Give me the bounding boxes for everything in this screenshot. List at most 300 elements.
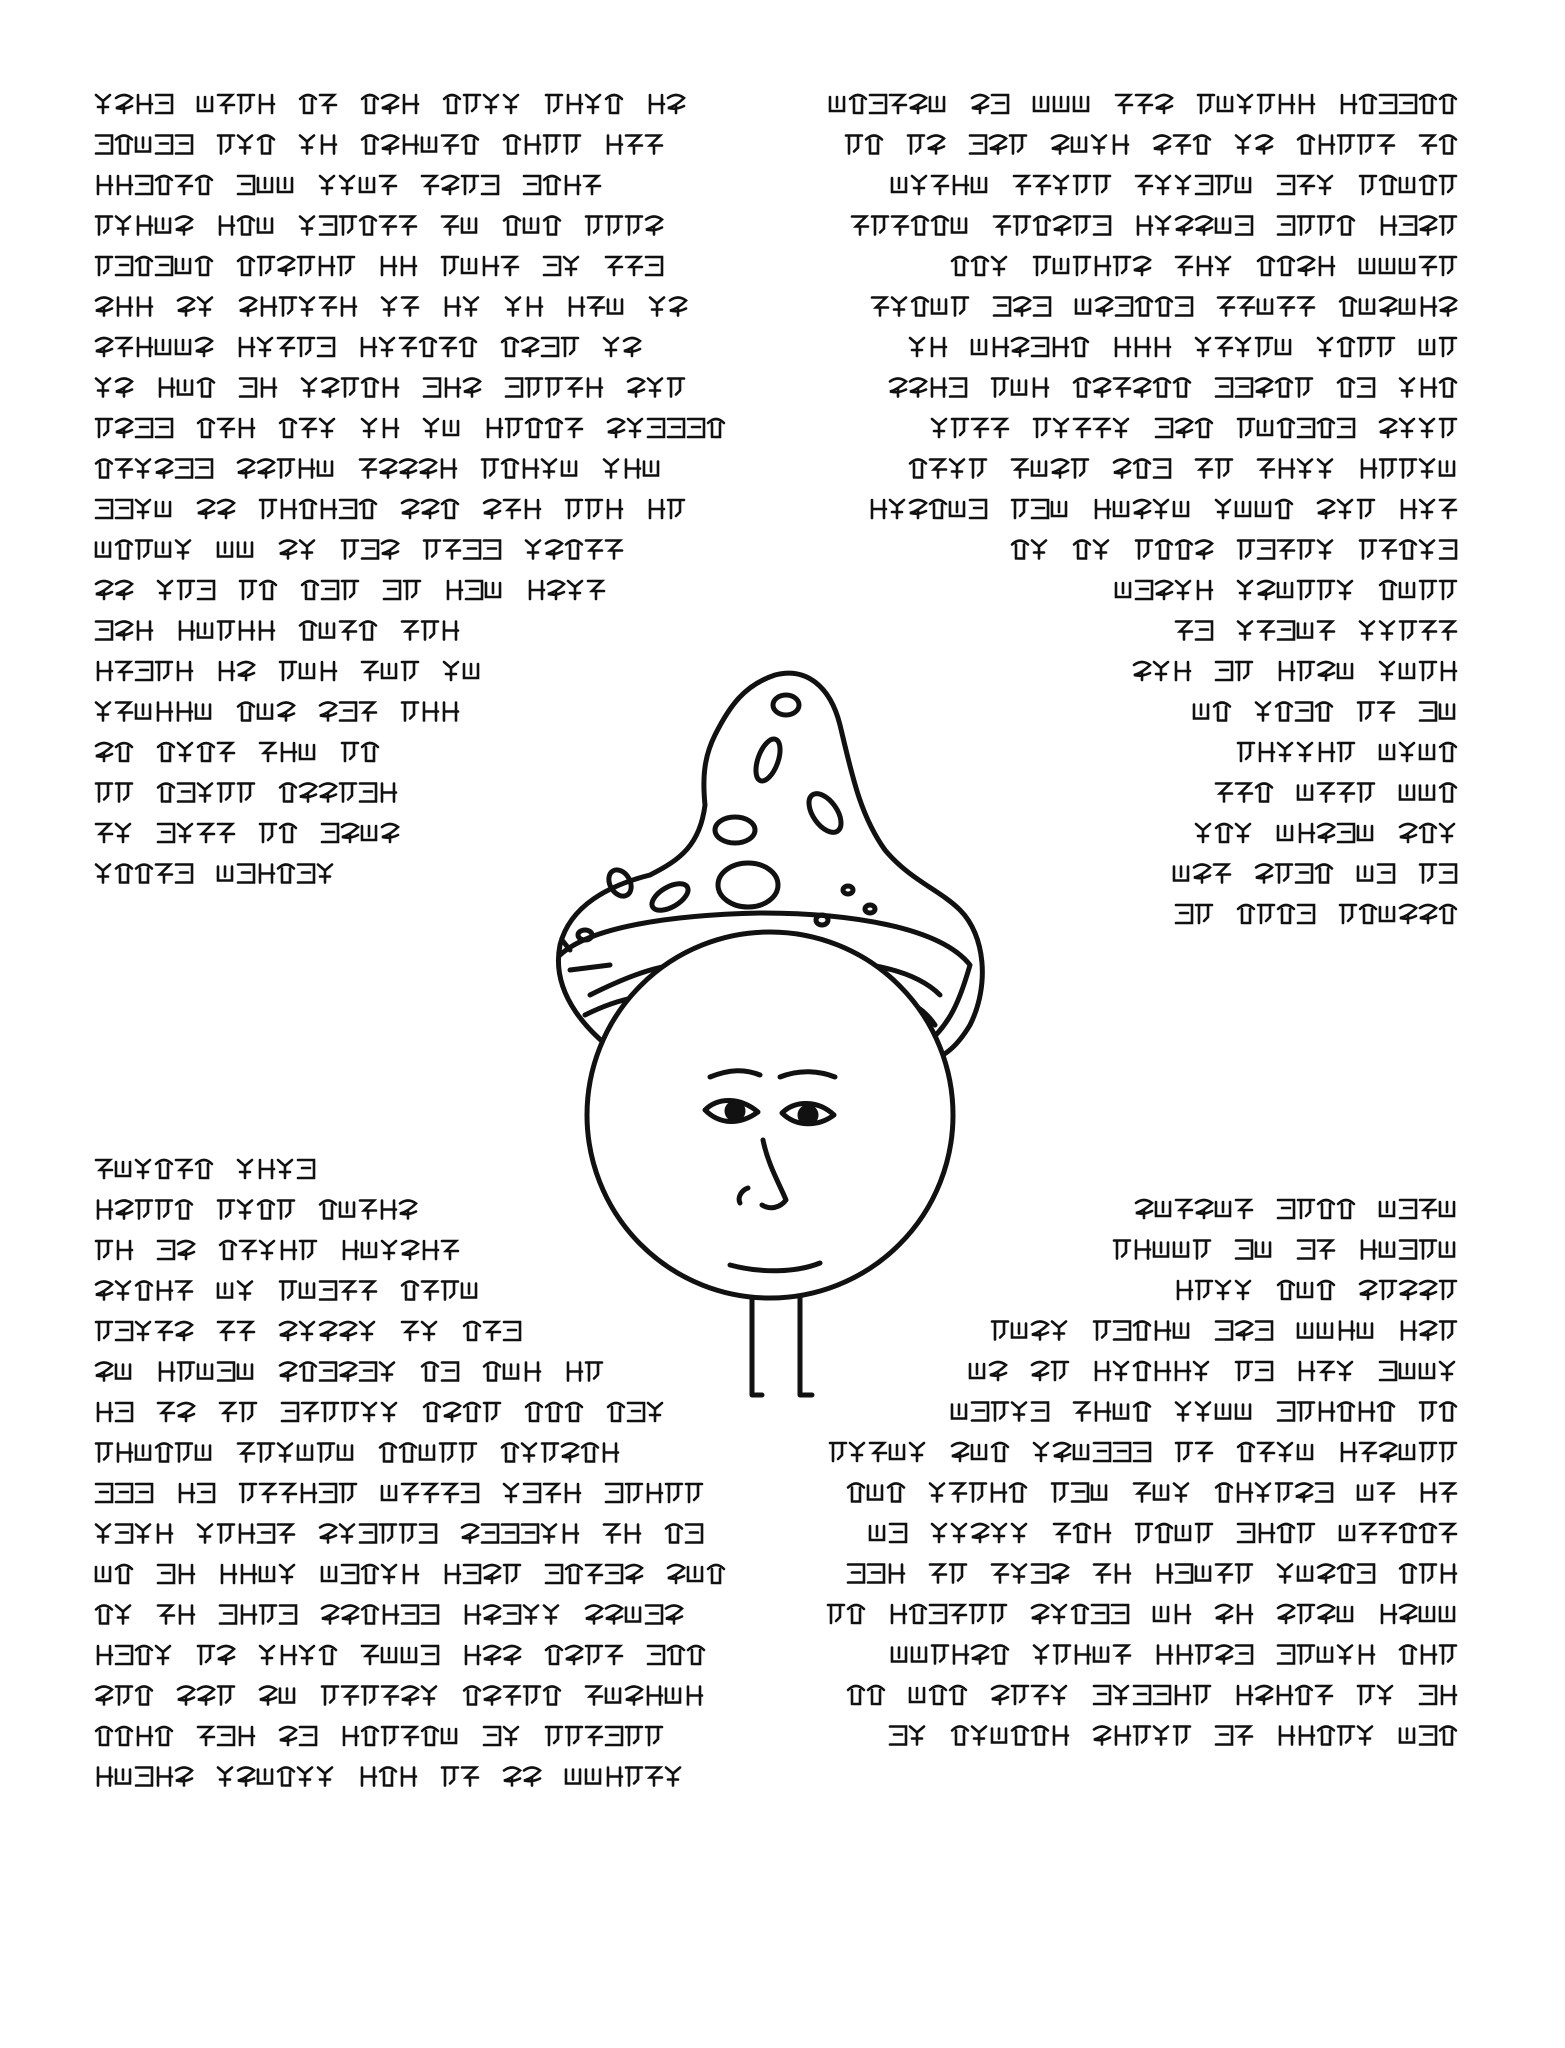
script-glyph bbox=[1156, 298, 1172, 316]
script-glyph bbox=[240, 1727, 254, 1745]
script-glyph bbox=[116, 1770, 130, 1784]
script-glyph bbox=[606, 1727, 622, 1745]
script-glyph bbox=[1298, 1324, 1312, 1338]
script-glyph bbox=[136, 1484, 152, 1502]
script-glyph bbox=[1422, 1484, 1436, 1502]
script-glyph bbox=[606, 1606, 622, 1624]
script-glyph bbox=[196, 460, 212, 478]
script-glyph bbox=[952, 219, 966, 233]
script-glyph bbox=[320, 95, 336, 113]
script-glyph bbox=[1318, 581, 1334, 599]
script-glyph bbox=[218, 1322, 234, 1340]
script-glyph bbox=[970, 1484, 986, 1502]
script-glyph bbox=[910, 1727, 924, 1745]
script-glyph bbox=[422, 1727, 438, 1745]
script-glyph bbox=[1440, 865, 1456, 883]
script-glyph bbox=[972, 1403, 988, 1421]
script-glyph bbox=[848, 1484, 864, 1502]
script-glyph bbox=[1338, 664, 1352, 678]
script-glyph bbox=[1318, 1565, 1334, 1583]
script-glyph bbox=[96, 703, 110, 721]
script-glyph bbox=[626, 1727, 642, 1745]
script-glyph bbox=[258, 460, 274, 478]
script-glyph bbox=[98, 662, 112, 680]
script-glyph bbox=[218, 543, 232, 557]
script-glyph bbox=[1380, 1443, 1396, 1461]
script-glyph bbox=[400, 217, 416, 235]
script-glyph bbox=[1358, 1565, 1374, 1583]
script-glyph bbox=[1440, 1362, 1454, 1380]
script-glyph bbox=[972, 1727, 986, 1745]
script-glyph bbox=[524, 460, 538, 478]
script-glyph bbox=[98, 1403, 112, 1421]
script-glyph bbox=[1076, 300, 1090, 314]
script-glyph bbox=[1380, 907, 1394, 921]
script-glyph bbox=[1318, 1605, 1334, 1623]
script-glyph bbox=[116, 865, 132, 883]
script-glyph bbox=[870, 1443, 886, 1461]
cap-spot bbox=[843, 886, 853, 894]
script-glyph bbox=[910, 1443, 924, 1461]
script-glyph bbox=[136, 705, 150, 719]
script-glyph bbox=[566, 1403, 582, 1421]
script-glyph bbox=[1380, 745, 1394, 759]
script-glyph bbox=[1176, 541, 1192, 559]
script-glyph bbox=[992, 1484, 1006, 1502]
script-glyph bbox=[1338, 136, 1354, 154]
script-glyph bbox=[318, 338, 334, 356]
script-glyph bbox=[258, 136, 274, 154]
script-glyph bbox=[138, 298, 152, 316]
script-glyph bbox=[462, 1484, 478, 1502]
script-glyph bbox=[302, 379, 316, 397]
script-glyph bbox=[280, 1484, 296, 1502]
script-glyph bbox=[160, 1363, 174, 1381]
script-glyph bbox=[136, 500, 150, 518]
script-glyph bbox=[604, 460, 618, 478]
script-glyph bbox=[586, 1687, 602, 1705]
script-glyph bbox=[526, 379, 542, 397]
script-glyph bbox=[260, 1687, 276, 1705]
script-glyph bbox=[668, 500, 684, 518]
script-glyph bbox=[1440, 1524, 1456, 1542]
script-glyph bbox=[318, 1768, 332, 1786]
script-glyph bbox=[1442, 662, 1456, 680]
script-glyph bbox=[1362, 1241, 1376, 1259]
script-glyph bbox=[586, 1565, 602, 1583]
script-glyph bbox=[1358, 1324, 1372, 1338]
script-glyph bbox=[912, 1648, 926, 1662]
script-glyph bbox=[422, 1484, 438, 1502]
script-glyph bbox=[1298, 460, 1312, 478]
script-glyph bbox=[666, 1689, 680, 1703]
script-glyph bbox=[1380, 259, 1394, 273]
script-glyph bbox=[462, 176, 478, 194]
script-glyph bbox=[1096, 257, 1110, 275]
script-glyph bbox=[362, 1646, 378, 1664]
script-glyph bbox=[522, 1525, 538, 1543]
script-glyph bbox=[380, 1768, 396, 1786]
script-glyph bbox=[1400, 824, 1416, 842]
script-glyph bbox=[544, 1687, 560, 1705]
script-glyph bbox=[1298, 1283, 1312, 1297]
script-glyph bbox=[320, 624, 334, 638]
script-glyph bbox=[504, 1484, 518, 1502]
script-glyph bbox=[892, 1648, 906, 1662]
script-glyph bbox=[218, 1727, 234, 1745]
script-glyph bbox=[526, 419, 542, 437]
script-glyph bbox=[1440, 1443, 1456, 1461]
script-glyph bbox=[586, 217, 602, 235]
script-glyph bbox=[116, 1565, 132, 1583]
script-glyph bbox=[1440, 217, 1456, 235]
script-glyph bbox=[1214, 703, 1230, 721]
script-glyph bbox=[96, 1567, 110, 1581]
script-glyph bbox=[278, 338, 294, 356]
script-glyph bbox=[872, 298, 888, 316]
script-glyph bbox=[1298, 257, 1314, 275]
script-glyph bbox=[300, 622, 316, 640]
script-glyph bbox=[1278, 1686, 1292, 1704]
script-glyph bbox=[158, 743, 174, 761]
script-glyph bbox=[1378, 1686, 1392, 1704]
script-glyph bbox=[1338, 784, 1354, 802]
script-glyph bbox=[1316, 703, 1332, 721]
script-glyph bbox=[238, 1768, 254, 1786]
script-glyph bbox=[362, 1727, 378, 1745]
script-glyph bbox=[360, 460, 376, 478]
script-glyph bbox=[870, 1526, 884, 1540]
script-glyph bbox=[360, 622, 376, 640]
script-glyph bbox=[608, 1768, 622, 1786]
script-glyph bbox=[282, 500, 296, 518]
script-glyph bbox=[322, 662, 336, 680]
script-glyph bbox=[384, 419, 398, 437]
script-glyph bbox=[444, 421, 458, 435]
script-glyph bbox=[300, 745, 314, 759]
script-glyph bbox=[1276, 1484, 1292, 1502]
script-glyph bbox=[1238, 298, 1254, 316]
script-glyph bbox=[1380, 662, 1394, 680]
script-glyph bbox=[282, 743, 296, 761]
script-glyph bbox=[586, 1646, 602, 1664]
script-glyph bbox=[484, 1646, 500, 1664]
script-glyph bbox=[116, 1687, 132, 1705]
script-glyph bbox=[1176, 1526, 1190, 1540]
script-glyph bbox=[1358, 338, 1374, 356]
script-glyph bbox=[868, 1565, 884, 1583]
script-glyph bbox=[1298, 136, 1314, 154]
script-glyph bbox=[1258, 421, 1272, 435]
script-glyph bbox=[484, 1363, 500, 1381]
script-glyph bbox=[440, 338, 456, 356]
script-glyph bbox=[526, 136, 540, 154]
script-glyph bbox=[1012, 541, 1028, 559]
script-glyph bbox=[1034, 176, 1050, 194]
script-glyph bbox=[1358, 784, 1374, 802]
script-glyph bbox=[650, 95, 664, 113]
script-glyph bbox=[950, 1605, 966, 1623]
script-glyph bbox=[488, 419, 502, 437]
script-glyph bbox=[1176, 419, 1192, 437]
script-glyph bbox=[156, 460, 172, 478]
script-glyph bbox=[626, 1484, 642, 1502]
script-glyph bbox=[484, 1727, 500, 1745]
script-glyph bbox=[384, 379, 398, 397]
script-glyph bbox=[138, 338, 152, 356]
script-glyph bbox=[400, 1201, 416, 1219]
script-glyph bbox=[402, 1687, 418, 1705]
script-glyph bbox=[1420, 541, 1434, 559]
script-glyph bbox=[424, 541, 440, 559]
mushroom-character-illustration bbox=[530, 665, 1000, 1405]
script-glyph bbox=[260, 1484, 276, 1502]
script-glyph bbox=[546, 379, 562, 397]
script-glyph bbox=[1378, 703, 1394, 721]
script-glyph bbox=[1256, 1686, 1272, 1704]
script-glyph bbox=[1420, 136, 1436, 154]
script-glyph bbox=[1158, 1565, 1172, 1583]
script-glyph bbox=[1340, 298, 1356, 316]
script-glyph bbox=[1420, 581, 1436, 599]
script-glyph bbox=[342, 581, 358, 599]
script-glyph bbox=[342, 298, 356, 316]
script-glyph bbox=[1154, 1607, 1168, 1621]
script-glyph bbox=[954, 1646, 968, 1664]
script-glyph bbox=[1094, 541, 1108, 559]
script-glyph bbox=[260, 1241, 274, 1259]
script-glyph bbox=[1440, 1281, 1456, 1299]
script-glyph bbox=[238, 136, 252, 154]
script-glyph bbox=[198, 1646, 214, 1664]
script-glyph bbox=[502, 1525, 518, 1543]
script-glyph bbox=[1256, 784, 1272, 802]
script-glyph bbox=[688, 1567, 702, 1581]
script-glyph bbox=[218, 743, 234, 761]
script-glyph bbox=[402, 622, 418, 640]
script-glyph bbox=[1378, 338, 1394, 356]
script-glyph bbox=[1358, 1727, 1372, 1745]
script-glyph bbox=[1216, 1565, 1232, 1583]
script-glyph bbox=[156, 543, 170, 557]
script-glyph bbox=[1318, 338, 1332, 356]
script-glyph bbox=[446, 1565, 460, 1583]
script-glyph bbox=[442, 1241, 458, 1259]
script-glyph bbox=[626, 1768, 642, 1786]
script-glyph bbox=[196, 257, 212, 275]
script-glyph bbox=[1298, 743, 1312, 761]
script-glyph bbox=[852, 217, 868, 235]
script-glyph bbox=[524, 176, 540, 194]
script-glyph bbox=[1276, 379, 1292, 397]
script-glyph bbox=[1238, 419, 1254, 437]
script-glyph bbox=[1194, 1241, 1210, 1259]
script-glyph bbox=[1360, 300, 1374, 314]
script-glyph bbox=[1032, 1727, 1048, 1745]
script-glyph bbox=[178, 581, 194, 599]
script-glyph bbox=[260, 1606, 276, 1624]
script-glyph bbox=[196, 338, 212, 356]
script-glyph bbox=[1440, 581, 1456, 599]
script-glyph bbox=[1154, 1686, 1170, 1704]
script-glyph bbox=[1136, 176, 1152, 194]
script-glyph bbox=[1176, 1403, 1190, 1421]
script-glyph bbox=[992, 1686, 1008, 1704]
script-glyph bbox=[644, 462, 658, 476]
script-glyph bbox=[300, 541, 314, 559]
script-glyph bbox=[218, 1201, 234, 1219]
script-glyph bbox=[972, 1524, 988, 1542]
script-glyph bbox=[178, 703, 192, 721]
script-glyph bbox=[116, 95, 132, 113]
script-glyph bbox=[1032, 500, 1048, 518]
script-glyph bbox=[1318, 1727, 1334, 1745]
script-glyph bbox=[442, 1282, 458, 1300]
script-glyph bbox=[1362, 460, 1376, 478]
script-glyph bbox=[1298, 217, 1314, 235]
script-glyph bbox=[320, 176, 334, 194]
script-glyph bbox=[178, 662, 192, 680]
script-glyph bbox=[1380, 419, 1396, 437]
script-glyph bbox=[972, 95, 988, 113]
script-glyph bbox=[220, 662, 234, 680]
script-glyph bbox=[198, 743, 214, 761]
script-glyph bbox=[872, 500, 886, 518]
script-glyph bbox=[1196, 1281, 1212, 1299]
script-glyph bbox=[1094, 1648, 1108, 1662]
script-glyph bbox=[1236, 1281, 1250, 1299]
script-glyph bbox=[1072, 1605, 1088, 1623]
script-glyph bbox=[1420, 176, 1436, 194]
script-glyph bbox=[668, 95, 684, 113]
script-glyph bbox=[848, 1686, 864, 1704]
script-glyph bbox=[444, 541, 460, 559]
script-glyph bbox=[402, 1648, 416, 1662]
script-glyph bbox=[972, 178, 986, 192]
script-glyph bbox=[930, 1484, 944, 1502]
script-glyph bbox=[260, 622, 274, 640]
script-glyph bbox=[258, 705, 272, 719]
script-glyph bbox=[198, 298, 212, 316]
script-glyph bbox=[526, 541, 540, 559]
script-glyph bbox=[1400, 1200, 1416, 1218]
script-glyph bbox=[1194, 865, 1210, 883]
script-glyph bbox=[928, 136, 944, 154]
script-glyph bbox=[1096, 1362, 1110, 1380]
script-glyph bbox=[1114, 502, 1128, 516]
script-glyph bbox=[422, 1687, 436, 1705]
script-glyph bbox=[1012, 1324, 1026, 1338]
script-glyph bbox=[360, 1201, 376, 1219]
script-glyph bbox=[868, 1486, 882, 1500]
script-glyph bbox=[1378, 1403, 1394, 1421]
script-glyph bbox=[278, 1768, 294, 1786]
script-glyph bbox=[1278, 541, 1294, 559]
script-glyph bbox=[1420, 905, 1436, 923]
cap-spot bbox=[803, 788, 848, 838]
script-glyph bbox=[970, 460, 986, 478]
script-glyph bbox=[218, 1525, 234, 1543]
script-glyph bbox=[136, 1768, 152, 1786]
script-glyph bbox=[342, 1403, 358, 1421]
script-glyph bbox=[1338, 1403, 1354, 1421]
script-glyph bbox=[344, 1241, 358, 1259]
script-glyph bbox=[218, 1768, 232, 1786]
script-glyph bbox=[504, 136, 520, 154]
script-glyph bbox=[424, 1403, 440, 1421]
script-glyph bbox=[1402, 1322, 1416, 1340]
script-glyph bbox=[136, 138, 150, 152]
script-glyph bbox=[442, 460, 456, 478]
script-glyph bbox=[970, 1605, 986, 1623]
script-glyph bbox=[606, 1646, 622, 1664]
script-glyph bbox=[566, 1565, 582, 1583]
script-glyph bbox=[484, 541, 500, 559]
script-glyph bbox=[562, 1444, 578, 1462]
script-glyph bbox=[96, 338, 112, 356]
script-glyph bbox=[446, 298, 460, 316]
script-glyph bbox=[158, 1525, 172, 1543]
script-glyph bbox=[564, 1525, 578, 1543]
script-glyph bbox=[1156, 581, 1172, 599]
script-glyph bbox=[258, 1770, 272, 1784]
script-glyph bbox=[1034, 217, 1050, 235]
script-glyph bbox=[1216, 1202, 1230, 1216]
script-glyph bbox=[380, 338, 394, 356]
script-glyph bbox=[1072, 338, 1088, 356]
script-glyph bbox=[608, 419, 624, 437]
script-glyph bbox=[1114, 257, 1130, 275]
script-glyph bbox=[260, 1160, 274, 1178]
script-glyph bbox=[1420, 95, 1436, 113]
script-glyph bbox=[1440, 298, 1456, 316]
script-glyph bbox=[362, 419, 376, 437]
script-glyph bbox=[1296, 703, 1312, 721]
script-glyph bbox=[524, 1768, 540, 1786]
script-glyph bbox=[992, 419, 1008, 437]
script-glyph bbox=[566, 176, 580, 194]
script-glyph bbox=[116, 703, 132, 721]
script-glyph bbox=[240, 1525, 254, 1543]
script-glyph bbox=[686, 1484, 702, 1502]
script-glyph bbox=[462, 219, 476, 233]
script-glyph bbox=[1278, 298, 1294, 316]
script-glyph bbox=[1420, 622, 1436, 640]
script-glyph bbox=[138, 95, 152, 113]
script-glyph bbox=[1276, 703, 1292, 721]
script-glyph bbox=[1338, 1607, 1352, 1621]
script-glyph bbox=[1034, 1646, 1048, 1664]
script-glyph bbox=[1298, 1445, 1312, 1459]
script-glyph bbox=[98, 1201, 112, 1219]
cap-spot bbox=[751, 736, 785, 784]
script-glyph bbox=[300, 136, 314, 154]
script-glyph bbox=[502, 338, 518, 356]
script-glyph bbox=[300, 460, 314, 478]
script-glyph bbox=[1420, 745, 1434, 759]
script-glyph bbox=[1278, 1281, 1294, 1299]
script-glyph bbox=[502, 1444, 518, 1462]
script-glyph bbox=[238, 1444, 254, 1462]
script-glyph bbox=[668, 1565, 684, 1583]
script-glyph bbox=[440, 1444, 456, 1462]
script-glyph bbox=[890, 500, 904, 518]
script-glyph bbox=[424, 419, 438, 437]
script-glyph bbox=[506, 298, 520, 316]
script-glyph bbox=[116, 1606, 130, 1624]
script-glyph bbox=[1260, 1524, 1274, 1542]
script-glyph bbox=[1196, 1403, 1210, 1421]
